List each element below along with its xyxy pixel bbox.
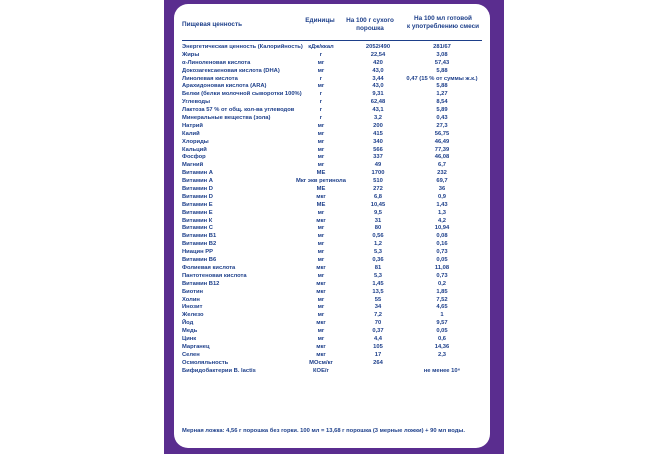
cell-ready: 281/67 <box>433 44 451 50</box>
cell-unit: мг <box>317 130 325 137</box>
cell-name: Цинк <box>182 335 197 342</box>
cell-unit: мг <box>317 249 325 256</box>
cell-ready: 1,85 <box>436 288 448 295</box>
cell-unit: г <box>319 51 323 58</box>
cell-name: Хлориды <box>182 138 209 145</box>
cell-ready: 69,7 <box>436 178 448 185</box>
table-row <box>174 233 490 241</box>
cell-name: Магний <box>182 162 204 169</box>
cell-dry: 49 <box>374 162 382 169</box>
header-name: Пищевая ценность <box>182 21 243 28</box>
cell-ready: 0,43 <box>436 115 448 122</box>
cell-name: Витамин К <box>182 217 213 224</box>
cell-ready: 0,9 <box>437 193 447 200</box>
table-row <box>174 297 490 305</box>
table-row <box>174 139 490 147</box>
cell-ready: 56,75 <box>434 130 450 137</box>
cell-ready: 5,88 <box>436 67 448 74</box>
cell-name: Лактоза 57 % от общ. кол-ва углеводов <box>182 107 295 114</box>
cell-ready: 1 <box>440 312 444 319</box>
cell-name: Витамин Е <box>182 209 213 216</box>
table-row <box>174 115 490 123</box>
header-unit: Единицы <box>305 17 335 24</box>
cell-dry: 3,2 <box>373 115 383 122</box>
table-row <box>174 352 490 360</box>
cell-dry: 43,0 <box>372 67 384 74</box>
cell-dry: 272 <box>373 186 383 193</box>
cell-ready: 1,43 <box>436 201 448 208</box>
cell-name: Пантотеновая кислота <box>182 272 247 279</box>
cell-dry: 200 <box>373 122 383 129</box>
cell-name: Энергетическая ценность (Калорийность) <box>182 44 303 50</box>
cell-ready: 57,43 <box>434 59 450 66</box>
cell-name: Осмоляльность <box>182 359 229 366</box>
cell-name: α-Линоленовая кислота <box>182 59 251 66</box>
table-row <box>174 186 490 194</box>
cell-name: Холин <box>182 296 200 303</box>
cell-name: Линолевая кислота <box>182 75 238 82</box>
table-row <box>174 257 490 265</box>
cell-name: Жиры <box>182 51 200 58</box>
table-row <box>174 194 490 202</box>
cell-name: Витамин В1 <box>182 233 217 240</box>
cell-name: Витамин D <box>182 193 213 200</box>
cell-ready: 1,27 <box>436 91 448 98</box>
cell-unit: г <box>319 107 323 114</box>
cell-ready: 0,6 <box>437 335 447 342</box>
cell-name: Углеводы <box>182 99 211 106</box>
cell-dry: 7,2 <box>373 312 383 319</box>
cell-unit: мг <box>317 146 325 153</box>
cell-unit: Мкг экв ретинола <box>296 178 346 185</box>
cell-dry: 415 <box>373 130 383 137</box>
cell-dry: 1700 <box>371 170 385 177</box>
cell-unit: мг <box>317 154 325 161</box>
cell-dry: 81 <box>374 264 382 271</box>
cell-dry: 34 <box>374 304 382 311</box>
cell-unit: МОсм/кг <box>309 359 333 366</box>
cell-ready: 46,08 <box>434 154 450 161</box>
cell-dry: 264 <box>373 359 383 366</box>
table-row <box>174 107 490 115</box>
cell-dry: 105 <box>373 343 383 350</box>
cell-unit: г <box>319 99 323 106</box>
cell-dry: 337 <box>373 154 383 161</box>
cell-unit: мг <box>317 83 325 90</box>
table-row <box>174 162 490 170</box>
cell-dry: 1,2 <box>373 241 383 248</box>
cell-dry: 2052/490 <box>365 44 391 50</box>
table-row <box>174 91 490 99</box>
cell-ready: 0,2 <box>437 280 447 287</box>
cell-ready: 10,94 <box>434 225 450 232</box>
cell-ready: 1,3 <box>437 209 447 216</box>
table-row <box>174 281 490 289</box>
cell-ready: 14,36 <box>434 343 450 350</box>
cell-dry: 17 <box>374 351 382 358</box>
cell-dry: 13,5 <box>372 288 384 295</box>
cell-unit: КОЕ/г <box>313 367 329 374</box>
table-row <box>174 210 490 218</box>
nutrition-table-card <box>174 4 490 448</box>
cell-ready: 27,3 <box>436 122 448 129</box>
cell-name: Витамин В2 <box>182 241 217 248</box>
table-row <box>174 76 490 84</box>
cell-name: Витамин D <box>182 186 213 193</box>
cell-name: Фосфор <box>182 154 206 161</box>
cell-unit: г <box>319 91 323 98</box>
table-row <box>174 336 490 344</box>
cell-unit: мкг <box>316 264 326 271</box>
cell-ready: 46,49 <box>434 138 450 145</box>
cell-ready: 9,57 <box>436 320 448 327</box>
cell-name: Медь <box>182 328 198 335</box>
header-ready-line2: к употреблению смеси <box>406 22 480 30</box>
cell-name: Арахидоновая кислота (ARA) <box>182 83 267 90</box>
measuring-spoon-note: Мерная ложка: 4,56 г порошка без горки. 100 мл = 13,68 г порошка (3 мерные ложки) + 90 мл воды. <box>182 428 465 434</box>
cell-unit: мкг <box>316 320 326 327</box>
table-row <box>174 265 490 273</box>
cell-unit: мкг <box>316 288 326 295</box>
cell-dry: 80 <box>374 225 382 232</box>
cell-name: Фолиевая кислота <box>182 264 236 271</box>
header-divider <box>182 40 482 41</box>
cell-ready: 5,89 <box>436 107 448 114</box>
table-row <box>174 99 490 107</box>
header-dry: На 100 г сухого порошка <box>346 17 394 32</box>
table-body <box>174 44 490 375</box>
cell-dry: 0,56 <box>372 233 384 240</box>
table-row <box>174 312 490 320</box>
cell-unit: кДж/ккал <box>308 44 334 50</box>
cell-name: Биотин <box>182 288 204 295</box>
cell-dry: 62,48 <box>370 99 386 106</box>
cell-ready: 77,39 <box>434 146 450 153</box>
cell-name: Витамин С <box>182 225 213 232</box>
cell-dry: 9,31 <box>372 91 384 98</box>
cell-unit: мг <box>317 272 325 279</box>
cell-ready: 0,08 <box>436 233 448 240</box>
cell-dry: 55 <box>374 296 382 303</box>
table-row <box>174 44 490 52</box>
header-ready <box>402 15 484 30</box>
cell-unit: мкг <box>316 351 326 358</box>
table-row <box>174 123 490 131</box>
table-row <box>174 202 490 210</box>
cell-dry: 0,36 <box>372 257 384 264</box>
cell-dry: 70 <box>374 320 382 327</box>
cell-ready: 232 <box>437 170 447 177</box>
cell-dry: 510 <box>373 178 383 185</box>
table-row <box>174 249 490 257</box>
cell-name: Железо <box>182 312 204 319</box>
table-row <box>174 218 490 226</box>
cell-unit: мг <box>317 59 325 66</box>
table-header <box>174 14 490 40</box>
table-row <box>174 131 490 139</box>
cell-ready: 4,2 <box>437 217 447 224</box>
cell-ready: 4,65 <box>436 304 448 311</box>
cell-name: Бифидобактерии B. lactis <box>182 367 256 374</box>
table-row <box>174 273 490 281</box>
cell-ready: 3,08 <box>436 51 448 58</box>
table-row <box>174 320 490 328</box>
cell-unit: мг <box>317 304 325 311</box>
cell-ready: 11,08 <box>434 264 450 271</box>
cell-ready: 8,54 <box>436 99 448 106</box>
cell-name: Инозит <box>182 304 203 311</box>
cell-dry: 5,3 <box>373 249 383 256</box>
cell-ready: 0,05 <box>436 328 448 335</box>
cell-ready: 7,52 <box>436 296 448 303</box>
cell-ready: не менее 10⁶ <box>423 367 461 374</box>
cell-unit: МЕ <box>316 201 326 208</box>
table-row <box>174 304 490 312</box>
cell-dry: 10,45 <box>370 201 386 208</box>
cell-name: Кальций <box>182 146 207 153</box>
cell-name: Натрий <box>182 122 203 129</box>
table-row <box>174 68 490 76</box>
cell-name: Селен <box>182 351 200 358</box>
table-row <box>174 368 490 376</box>
cell-ready: 0,73 <box>436 249 448 256</box>
cell-unit: мг <box>317 328 325 335</box>
table-row <box>174 60 490 68</box>
cell-name: Йод <box>182 320 194 327</box>
cell-dry: 6,8 <box>373 193 383 200</box>
cell-dry: 31 <box>374 217 382 224</box>
cell-unit: мг <box>317 138 325 145</box>
header-ready-line1: На 100 мл готовой <box>414 15 472 22</box>
cell-dry: 420 <box>373 59 383 66</box>
table-row <box>174 241 490 249</box>
cell-dry: 0,37 <box>372 328 384 335</box>
cell-dry: 340 <box>373 138 383 145</box>
cell-unit: мг <box>317 122 325 129</box>
cell-unit: мг <box>317 233 325 240</box>
cell-dry: 43,0 <box>372 83 384 90</box>
cell-name: Белки (белки молочной сыворотки 100%) <box>182 91 302 98</box>
cell-unit: г <box>319 75 323 82</box>
table-row <box>174 344 490 352</box>
cell-ready: 0,47 (15 % от суммы ж.к.) <box>406 75 478 82</box>
cell-ready: 36 <box>438 186 446 193</box>
cell-dry: 9,5 <box>373 209 383 216</box>
cell-unit: мг <box>317 241 325 248</box>
cell-name: Калий <box>182 130 200 137</box>
cell-name: Витамин Е <box>182 201 213 208</box>
cell-dry: 3,44 <box>372 75 384 82</box>
table-row <box>174 52 490 60</box>
table-row <box>174 170 490 178</box>
cell-name: Ниацин РР <box>182 249 213 256</box>
cell-dry: 22,54 <box>370 51 386 58</box>
cell-ready: 2,3 <box>437 351 447 358</box>
cell-dry: 566 <box>373 146 383 153</box>
cell-name: Витамин А <box>182 170 213 177</box>
cell-unit: мкг <box>316 193 326 200</box>
table-row <box>174 147 490 155</box>
cell-dry: 1,45 <box>372 280 384 287</box>
table-row <box>174 225 490 233</box>
cell-name: Витамин А <box>182 178 213 185</box>
cell-unit: г <box>319 115 323 122</box>
cell-unit: мкг <box>316 280 326 287</box>
table-row <box>174 289 490 297</box>
cell-name: Марганец <box>182 343 210 350</box>
cell-unit: мг <box>317 335 325 342</box>
table-row <box>174 178 490 186</box>
cell-unit: мкг <box>316 217 326 224</box>
table-row <box>174 328 490 336</box>
cell-dry: 4,4 <box>373 335 383 342</box>
cell-unit: мг <box>317 257 325 264</box>
cell-name: Витамин В12 <box>182 280 220 287</box>
cell-unit: мг <box>317 225 325 232</box>
cell-ready: 0,05 <box>436 257 448 264</box>
cell-unit: мг <box>317 209 325 216</box>
cell-unit: мг <box>317 296 325 303</box>
cell-ready: 0,16 <box>436 241 448 248</box>
cell-unit: МЕ <box>316 170 326 177</box>
cell-unit: мкг <box>316 343 326 350</box>
cell-dry: 5,3 <box>373 272 383 279</box>
cell-dry: 43,1 <box>372 107 384 114</box>
cell-unit: МЕ <box>316 186 326 193</box>
table-row <box>174 154 490 162</box>
cell-ready: 6,7 <box>437 162 447 169</box>
cell-unit: мг <box>317 312 325 319</box>
cell-name: Докозагексаеновая кислота (DHA) <box>182 67 280 74</box>
table-row <box>174 360 490 368</box>
cell-unit: мг <box>317 67 325 74</box>
cell-ready: 5,88 <box>436 83 448 90</box>
cell-unit: мг <box>317 162 325 169</box>
cell-name: Витамин В6 <box>182 257 217 264</box>
cell-ready: 0,73 <box>436 272 448 279</box>
cell-name: Минеральные вещества (зола) <box>182 115 271 122</box>
